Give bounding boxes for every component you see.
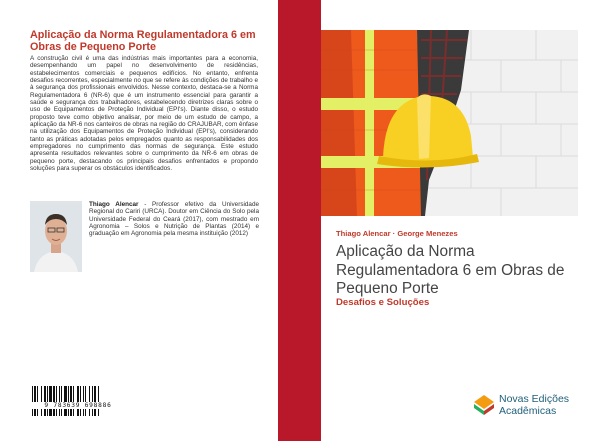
author-bio <box>89 201 259 238</box>
front-subtitle: Desafios e Soluções <box>336 297 430 308</box>
spine <box>278 0 321 441</box>
author-photo <box>30 201 82 272</box>
isbn-digits: 9 783639 698886 <box>30 402 126 409</box>
author-name: Thiago Alencar <box>89 201 139 208</box>
back-cover-title: Aplicação da Norma Regulamentadora 6 em Obras de Pequeno Porte <box>30 29 256 53</box>
publisher-name <box>499 394 569 418</box>
front-title: Aplicação da Norma Regulamentadora 6 em Obras de Pequeno Porte <box>336 243 565 297</box>
publisher-name-line1: Novas Edições <box>499 393 570 405</box>
author-bio-text: - Professor efetivo da Universidade Regional do Cariri (URCA). Doutor em Ciência do Solo pela Universidade Federal do Ceará (2017), com mestrado em Agronomia – Solos e Nutrição de Plantas (2014) e graduação em Agronomia pela mesma instituição (2012) <box>89 201 260 238</box>
back-cover-summary: A construção civil é uma das indústrias mais importantes para a economia, desempenhando um papel no desenvolvimento de residências, estabelecimentos comerciais e pequenos edifícios. No entanto, enfrenta desafios recorrentes, especialmente no que se refere às condições de trabalho e à segurança dos profissionais envolvidos. Nesse contexto, destaca-se a Norma Regulamentadora 6 (NR-6) que é um instrumento essencial para garantir a saúde e segurança dos trabalhadores, estabelecendo diretrizes claras sobre o uso de Equipamentos de Proteção Individual (EPI's). Diante disso, o estudo proposto teve como objetivo analisar, por meio de um estudo de campo, a aplicação da NR-6 nos canteiros de obras na região do CRAJUBAR, com ênfase na utilização dos Equipamentos de Proteção Individual (EPI's), considerando tanto as práticas adotadas pelos empregados quanto as responsabilidades dos empregadores no cumprimento das normas de segurança. Este estudo apresenta resultados relevantes sobre o cumprimento da NR-6 em obras de pequeno porte, destacando os principais desafios enfrentados e propondo soluções para superar os obstáculos identificados. <box>30 55 258 173</box>
publisher-name-line2: Acadêmicas <box>499 404 557 417</box>
cover-photo <box>321 30 578 216</box>
publisher-logo-icon <box>472 394 496 416</box>
front-authors: Thiago Alencar · George Menezes <box>336 229 458 238</box>
